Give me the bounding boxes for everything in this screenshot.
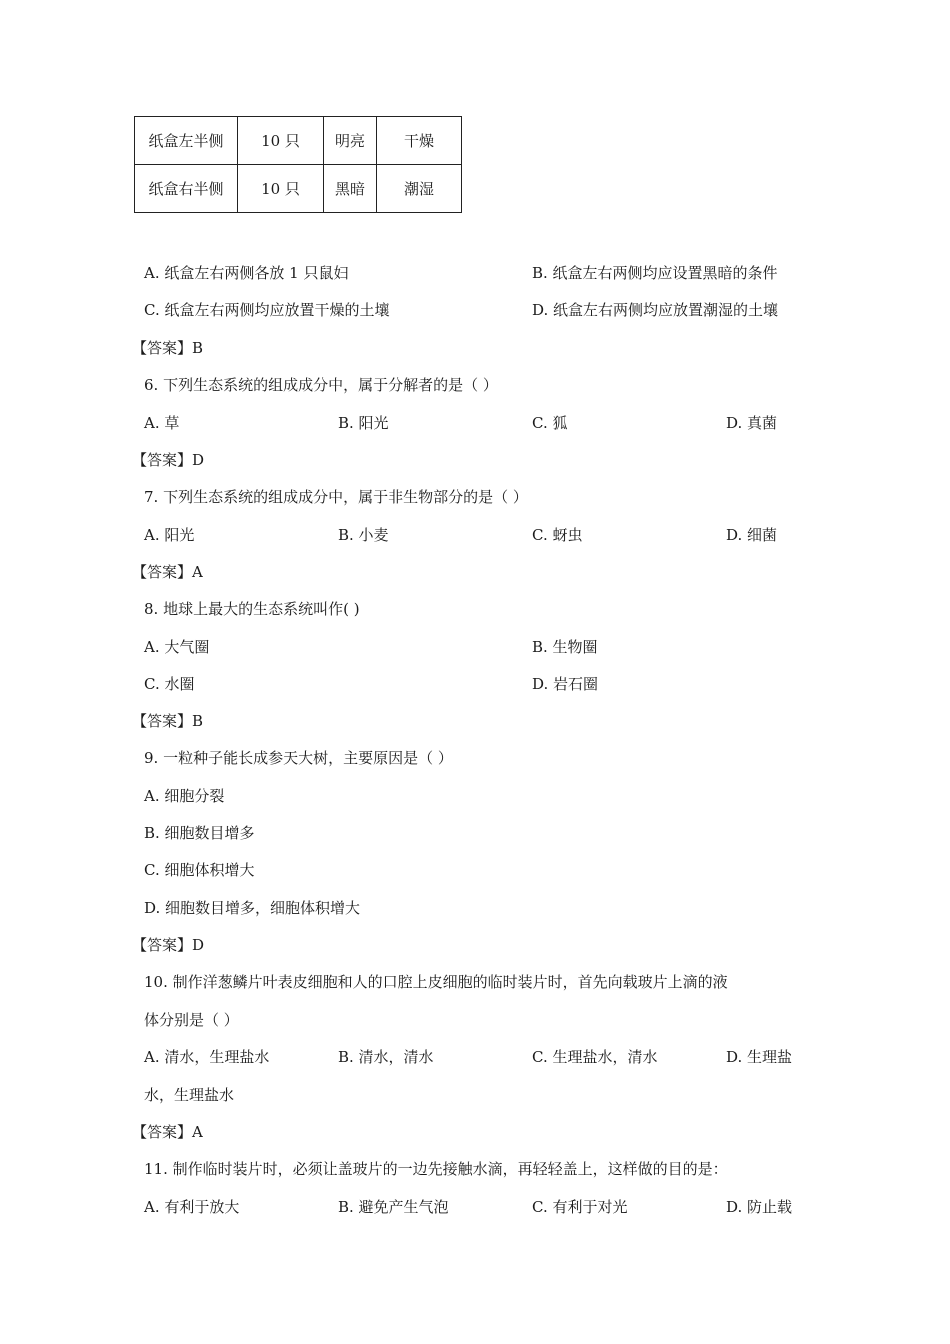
- table-cell: 10 只: [238, 117, 324, 165]
- q8-answer: 【答案】B: [132, 712, 204, 730]
- q10-option-b: B. 清水，清水: [338, 1048, 434, 1066]
- q5-option-b: B. 纸盒左右两侧均应设置黑暗的条件: [532, 264, 778, 282]
- table-cell: 明亮: [324, 117, 377, 165]
- q9-option-c: C. 细胞体积增大: [144, 861, 255, 879]
- q9-option-b: B. 细胞数目增多: [144, 824, 255, 842]
- q6-answer: 【答案】D: [132, 451, 205, 469]
- q5-option-c: C. 纸盒左右两侧均应放置干燥的土壤: [144, 301, 390, 319]
- table-cell: 潮湿: [377, 165, 462, 213]
- q11-stem: 11. 制作临时装片时，必须让盖玻片的一边先接触水滴，再轻轻盖上，这样做的目的是：: [144, 1160, 728, 1178]
- q10-option-d: D. 生理盐: [726, 1048, 793, 1066]
- q7-option-b: B. 小麦: [338, 526, 389, 544]
- q5-option-d: D. 纸盒左右两侧均应放置潮湿的土壤: [532, 301, 779, 319]
- table-row: [135, 117, 462, 165]
- q6-stem: 6. 下列生态系统的组成成分中，属于分解者的是（ ）: [144, 376, 498, 394]
- table-cell: 干燥: [377, 117, 462, 165]
- q10-option-c: C. 生理盐水，清水: [532, 1048, 658, 1066]
- q9-option-a: A. 细胞分裂: [144, 787, 225, 805]
- q6-option-b: B. 阳光: [338, 414, 389, 432]
- q9-answer: 【答案】D: [132, 936, 205, 954]
- table-cell: 纸盒右半侧: [135, 165, 238, 213]
- q6-option-d: D. 真菌: [726, 414, 778, 432]
- q10-option-d-continued: 水，生理盐水: [144, 1086, 235, 1104]
- q6-option-a: A. 草: [144, 414, 180, 432]
- q7-option-a: A. 阳光: [144, 526, 195, 544]
- q7-answer: 【答案】A: [132, 563, 203, 581]
- q11-option-a: A. 有利于放大: [144, 1198, 240, 1216]
- q6-option-c: C. 狐: [532, 414, 568, 432]
- q9-option-d: D. 细胞数目增多，细胞体积增大: [144, 899, 361, 917]
- q11-option-c: C. 有利于对光: [532, 1198, 628, 1216]
- q5-option-a: A. 纸盒左右两侧各放 1 只鼠妇: [144, 264, 349, 282]
- q8-option-a: A. 大气圈: [144, 638, 210, 656]
- q10-option-a: A. 清水，生理盐水: [144, 1048, 270, 1066]
- q11-option-d: D. 防止载: [726, 1198, 793, 1216]
- table-cell: 10 只: [238, 165, 324, 213]
- table-cell: 纸盒左半侧: [135, 117, 238, 165]
- table-cell: 黑暗: [324, 165, 377, 213]
- q10-stem-line2: 体分别是（ ）: [144, 1011, 239, 1029]
- q8-stem: 8. 地球上最大的生态系统叫作( ): [144, 600, 360, 618]
- q10-stem-line1: 10. 制作洋葱鳞片叶表皮细胞和人的口腔上皮细胞的临时装片时，首先向载玻片上滴的液: [144, 973, 728, 991]
- q10-answer: 【答案】A: [132, 1123, 203, 1141]
- q8-option-d: D. 岩石圈: [532, 675, 599, 693]
- q7-stem: 7. 下列生态系统的组成成分中，属于非生物部分的是（ ）: [144, 488, 528, 506]
- q8-option-b: B. 生物圈: [532, 638, 598, 656]
- experiment-table: [134, 116, 462, 213]
- q9-stem: 9. 一粒种子能长成参天大树，主要原因是（ ）: [144, 749, 453, 767]
- q7-option-c: C. 蚜虫: [532, 526, 583, 544]
- q8-option-c: C. 水圈: [144, 675, 195, 693]
- q7-option-d: D. 细菌: [726, 526, 778, 544]
- q11-option-b: B. 避免产生气泡: [338, 1198, 449, 1216]
- table-row: [135, 165, 462, 213]
- q5-answer: 【答案】B: [132, 339, 204, 357]
